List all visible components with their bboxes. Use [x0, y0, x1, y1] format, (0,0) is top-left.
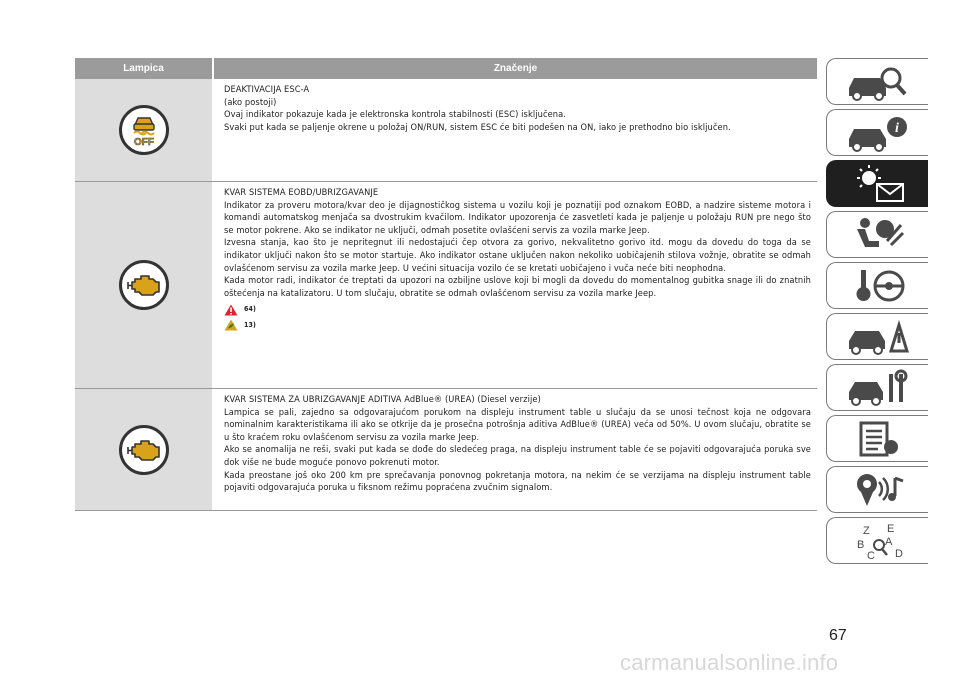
multimedia-icon — [843, 470, 913, 510]
reference-label: 64) — [244, 305, 256, 314]
icon-cell — [75, 182, 212, 388]
index-letter: Z — [862, 524, 870, 537]
index-letter: D — [894, 547, 903, 560]
tab-emergency[interactable] — [826, 313, 928, 360]
row-text: Izvesna stanja, kao što je nepritegnut ili nedostajući čep otvora za gorivo, nekvalitetno gorivo itd. mogu da dovedu do toga da se indikator uključi nakon što se motor startuje. Ako indikator ostane uključen nakon nekoliko uobičajenih stilova vožnje, obratite se odmah ovlašćenom servisu za vozila marke Jeep. U većini situacija vozilo će se kretati uobičajeno i vuča neće biti neophodna. — [224, 237, 811, 274]
airbag-seat-icon — [843, 215, 913, 255]
row-title: KVAR SISTEMA ZA UBRIZGAVANJE ADITIVA AdBlue® (UREA) (Diesel verzije) — [224, 394, 541, 405]
row-title: KVAR SISTEMA EOBD/UBRIZGAVANJE — [224, 187, 379, 198]
row-text: Indikator za proveru motora/kvar deo je dijagnostičkog sistema u vozilu koji je poznatiji pod oznakom EOBD, a nadzire sisteme motora i komandi automatskog menjača sa dvostrukim kvačilom. Indikator upozorenja će zasvetleti kada je paljenje u položaju RUN pre nego što se motor pokrene. Ako se indikator ne uključi, odmah posetite ovlašćeni servis za vozila marke Jeep. — [224, 199, 811, 236]
row-text: Kada preostane još oko 200 km pre sprečavanja ponovnog pokretanja motora, na nekim će se verzijama na displeju instrument table pojaviti odgovarajuća poruka u fiksnom režimu popraćena zvučnim signalom. — [224, 469, 811, 494]
meaning-cell — [212, 182, 817, 388]
index-letter: C — [866, 549, 875, 561]
warning-triangle-icon — [224, 304, 238, 316]
index-letter: A — [884, 535, 892, 548]
car-info-icon — [843, 113, 913, 153]
watermark: carmanualsonline.info — [620, 650, 839, 675]
key-steering-wheel-icon — [843, 266, 913, 306]
row-title: DEAKTIVACIJA ESC-A — [224, 84, 310, 95]
svg-text:OFF: OFF — [133, 137, 154, 148]
tab-starting-driving[interactable] — [826, 262, 928, 309]
table-header — [75, 58, 817, 79]
meaning-cell — [212, 389, 817, 510]
table-row — [75, 389, 817, 511]
reference-warning — [224, 303, 811, 316]
check-engine-icon — [119, 260, 169, 310]
tab-safety[interactable] — [826, 211, 928, 258]
index-letter: E — [886, 522, 894, 535]
tab-car-search[interactable] — [826, 58, 928, 105]
specifications-list-icon — [843, 419, 913, 459]
svg-text:i: i — [894, 120, 899, 136]
icon-cell — [75, 79, 212, 181]
row-text: Ovaj indikator pokazuje kada je elektronska kontrola stabilnosti (ESC) isključena. — [224, 109, 567, 121]
row-text: Ako se anomalija ne reši, svaki put kada se dođe do sledećeg praga, na displeju instrument table će se pojaviti odgovarajuća poruka sve dok više ne bude moguće ponovo pokrenuti motor. — [224, 444, 811, 468]
esc-off-icon — [119, 105, 169, 155]
car-tools-icon — [843, 368, 913, 408]
warning-light-message-icon — [843, 164, 913, 204]
reference-environment — [224, 319, 811, 332]
header-lampica: Lampica — [123, 63, 164, 74]
icon-cell — [75, 389, 212, 510]
tab-maintenance[interactable] — [826, 364, 928, 411]
warning-lights-table — [75, 58, 817, 511]
index-letter: B — [856, 538, 864, 551]
tab-index[interactable] — [826, 517, 928, 564]
environment-icon — [224, 319, 238, 331]
index-letters-icon — [843, 521, 913, 561]
car-crash-icon — [843, 317, 913, 357]
row-text: Lampica se pali, zajedno sa odgovarajućom porukom na displeju instrument table u slučaju da se unosi tečnost koja ne odgovara nominalnim karakteristikama ili ako se otkrije da je prosečna potrošnja aditiva AdBlue® (UREA) veća od 50%. U ovom slučaju, obratite se u što kraćem roku ovlašćenom servisu za vozila marke Jeep. — [224, 406, 811, 443]
row-text: Kada motor radi, indikator će treptati da upozori na ozbiljne uslove koji bi mogli da dovedu do momentalnog gubitka snage ili do znatnih oštećenja na katalizatoru. U tom slučaju, obratite se odmah ovlašćenom servisu za vozila marke Jeep. — [224, 275, 811, 299]
row-text: Svaki put kada se paljenje okrene u položaj ON/RUN, sistem ESC će biti podešen na ON, iako je prethodno bio isključen. — [224, 121, 731, 133]
tab-specifications[interactable] — [826, 415, 928, 462]
chapter-tabs — [826, 58, 928, 568]
tab-multimedia[interactable] — [826, 466, 928, 513]
tab-car-info[interactable] — [826, 109, 928, 156]
meaning-cell — [212, 79, 817, 181]
car-search-icon — [843, 62, 913, 102]
page-number: 67 — [829, 627, 847, 644]
table-row — [75, 182, 817, 389]
header-znacenje: Značenje — [212, 58, 817, 79]
check-engine-icon — [119, 425, 169, 475]
tab-warning-lights[interactable] — [826, 160, 928, 207]
reference-label: 13) — [244, 320, 256, 329]
row-text: (ako postoji) — [224, 96, 277, 108]
table-row — [75, 79, 817, 182]
